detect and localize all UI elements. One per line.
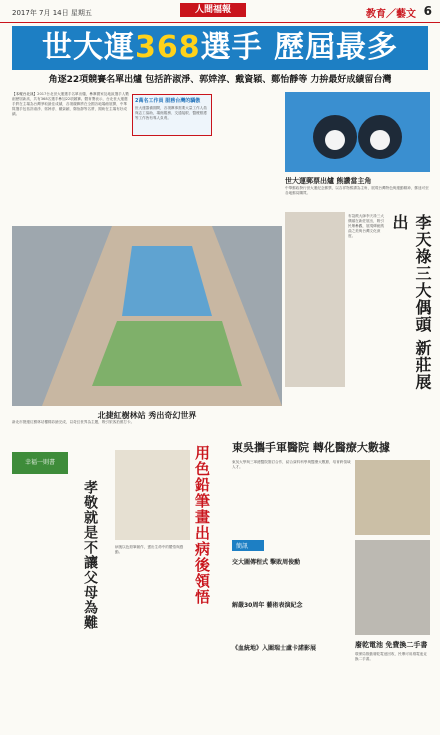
mascot-poster bbox=[285, 92, 430, 172]
briefs-panel bbox=[232, 540, 352, 725]
newspaper-logo: 人間福報 bbox=[180, 3, 246, 17]
page-number: 6 bbox=[423, 4, 432, 18]
photo-caption-body: 新北市捷運紅樹林站樓梯彩繪完成，以奇幻世界為主題，吸引旅客拍照打卡。 bbox=[12, 420, 135, 424]
briefs-label: 簡訊 bbox=[232, 540, 264, 551]
battery-body: 環保局推動廢乾電池回收，民眾可用廢電池兌換二手書。 bbox=[355, 652, 427, 661]
photo-caption-title: 北捷紅樹林站 秀出奇幻世界 bbox=[97, 411, 197, 420]
brief-filler bbox=[232, 566, 352, 596]
info-box-body: 世大運籌備期間，各項賽事需要大量工作人員與志工協助，場館服務、交通接駁、醫療照護等工作皆有專人負責。 bbox=[135, 106, 207, 120]
info-box-title: 2萬名工作員 服務台灣的驕傲 bbox=[135, 98, 201, 104]
battery-title: 廢乾電池 免費換二手書 bbox=[355, 641, 428, 649]
pencil-drawing-photo bbox=[115, 450, 190, 540]
staircase-photo bbox=[12, 226, 282, 406]
hospital-photo bbox=[355, 460, 430, 535]
brief-item: 《血統地》入圍瑞士盧卡諾影展 bbox=[232, 645, 317, 652]
brief-filler bbox=[232, 609, 352, 639]
headline-number: 368 bbox=[134, 30, 201, 65]
main-headline bbox=[12, 26, 428, 70]
info-box bbox=[132, 94, 212, 136]
stamp-title: 世大運郵票出爐 熊讚當主角 bbox=[285, 177, 372, 185]
puppet-photo bbox=[285, 212, 345, 387]
pencil-title: 用色鉛筆畫出病後領悟 bbox=[193, 445, 211, 605]
headline-subtitle: 角逐22項競賽名單出爐 包括許淑淨、郭婞淳、戴資穎、鄭怡靜等 力拚最好成績留台灣 bbox=[48, 75, 392, 85]
feature-body: 布袋戲大師李天祿三大偶頭在新莊展出，吸引民眾參觀，展現傳統戲曲之美與台灣文化深度。 bbox=[348, 214, 384, 238]
column-label: 幸福一則書 bbox=[12, 452, 68, 474]
brief-item: 交大圖傳程式 擊敗周俊勳 bbox=[232, 559, 301, 566]
column-title: 孝敬就是不讓父母為難 bbox=[82, 480, 98, 630]
brief-item: 解嚴30周年 藝術表演紀念 bbox=[232, 602, 303, 609]
main-article-body bbox=[12, 92, 130, 222]
main-article-byline: 【本報台北訊】 bbox=[12, 92, 38, 96]
battery-photo bbox=[355, 540, 430, 635]
pencil-body: 病後以色鉛筆創作，畫出生命中的體悟與感動。 bbox=[115, 545, 184, 554]
headline-part-a: 世大運 bbox=[41, 30, 135, 65]
stamp-body: 中華郵政發行世大運紀念郵票，以吉祥物熊讚為主角，展現台灣特色與運動精神，郵迷可至各地郵局購買。 bbox=[285, 186, 429, 195]
painted-stairs-icon bbox=[12, 226, 282, 406]
hospital-title: 東吳攜手軍醫院 轉化醫療大數據 bbox=[232, 441, 390, 454]
bear-mascot-icon bbox=[285, 92, 430, 172]
section-name: 教育／藝文 bbox=[366, 9, 416, 20]
main-article-text: 2017台北世大運選手名單出爐，參賽國家及地區選手人數創歷屆新高，共有368名選手參加22項競賽。體育署表示，台北世大運選手將在主場為台灣爭取最佳成績，各項競賽將在全國各地場館展開，中華隊選手包括許淑淨、郭婞淳、戴資穎、鄭怡靜等名將，期盼在主場有好成績。 bbox=[12, 92, 129, 116]
feature-title: 李天祿三大偶頭 新莊展出 bbox=[390, 214, 432, 391]
issue-date: 2017年 7月 14日 星期五 bbox=[12, 9, 92, 17]
headline-part-c: 選手 歷屆最多 bbox=[200, 30, 399, 65]
hospital-body: 東吳大學與三軍總醫院簽訂合作，結合資料科學與醫療大數據，培育跨領域人才。 bbox=[232, 460, 351, 469]
